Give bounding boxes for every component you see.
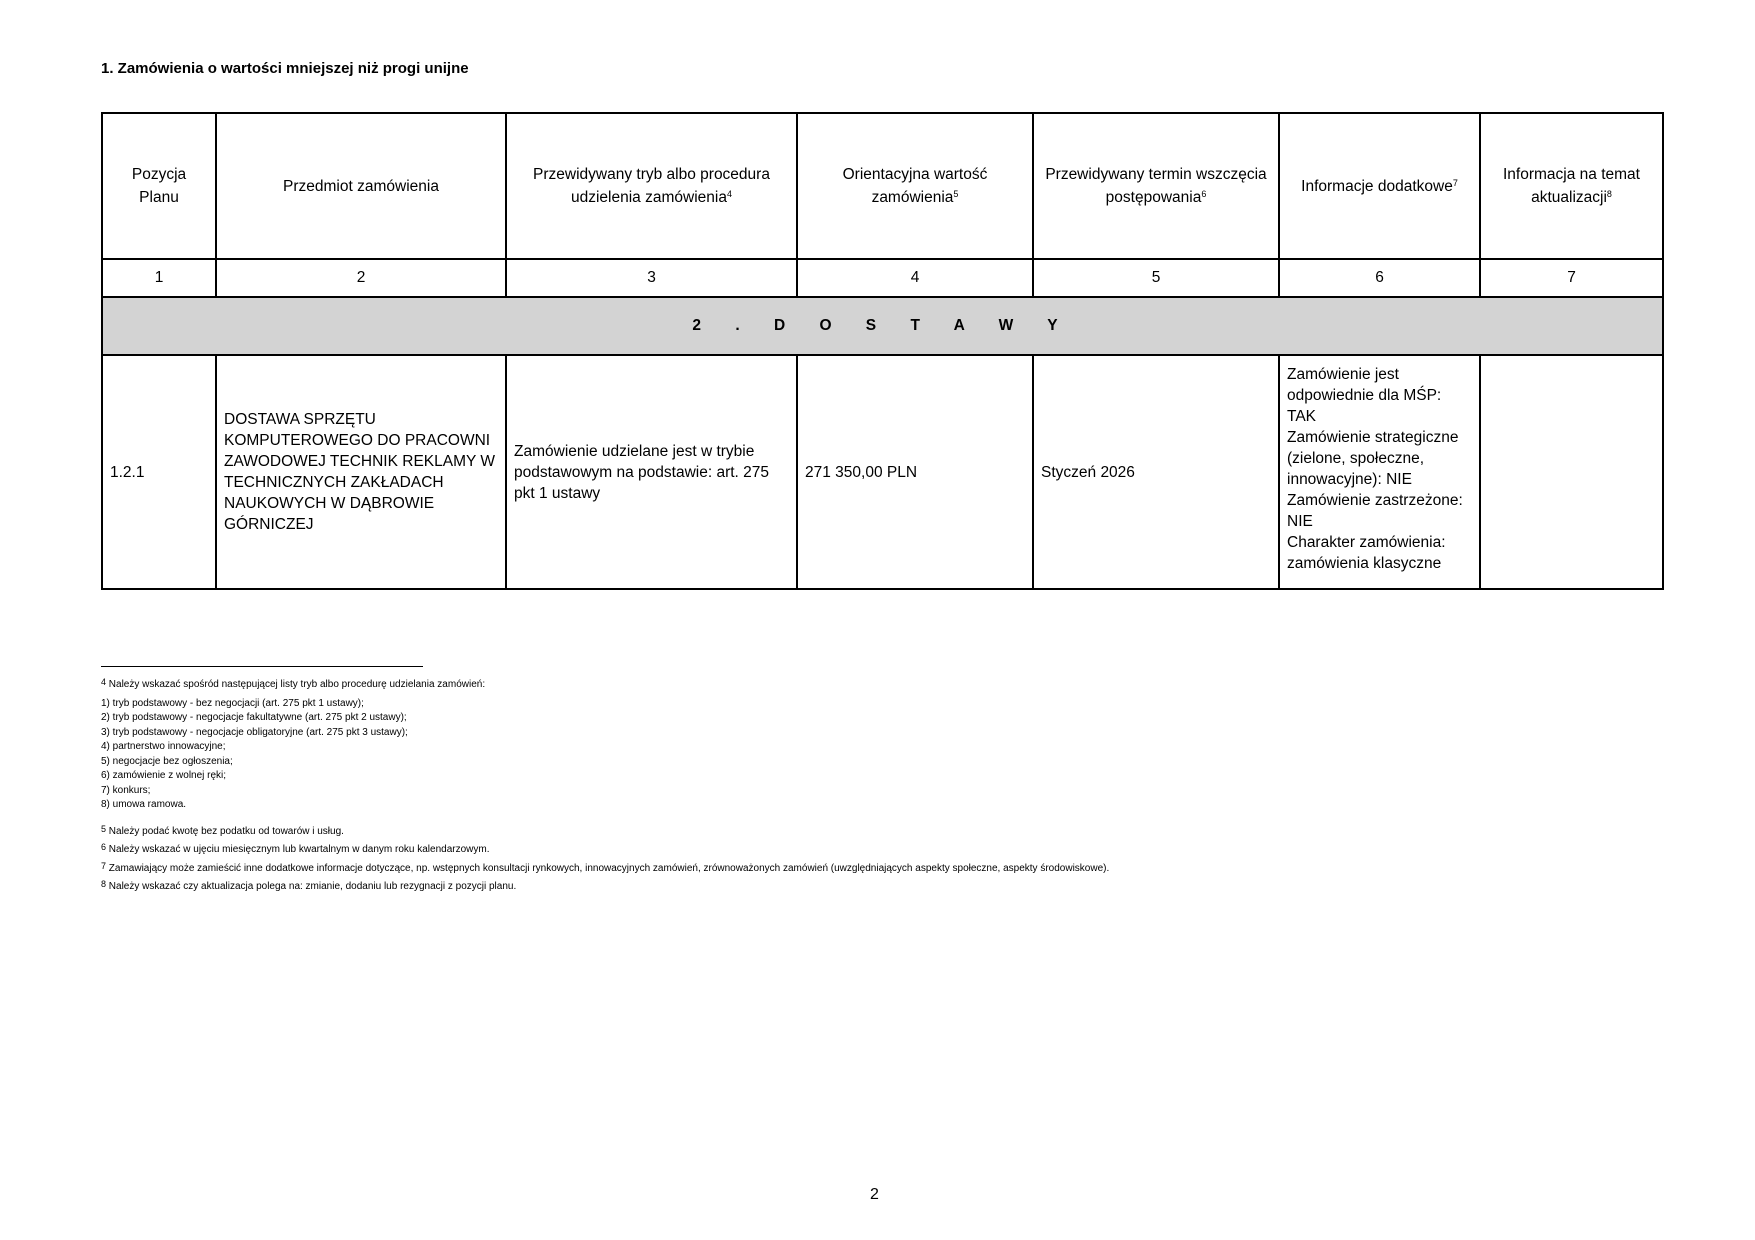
procurement-plan-table bbox=[101, 112, 1664, 590]
footnote-ref: 8 bbox=[1606, 189, 1612, 199]
header-procedure: Przewidywany tryb albo procedura udzielenia zamówienia$^4$ bbox=[506, 113, 797, 259]
footnote-7: $^7$ Zamawiający może zamieścić inne dodatkowe informacje dotyczące, np. wstępnych konsultacji rynkowych, innowacyjnych zamówień, zrównoważonych zamówień (uwzględniających aspekty społeczne, aspekty środowiskowe). bbox=[101, 860, 1110, 874]
header-update-info: Informacja na temat aktualizacji$^8$ bbox=[1480, 113, 1663, 259]
list-item: 2) tryb podstawowy - negocjacje fakultatywne (art. 275 pkt 2 ustawy); bbox=[101, 712, 407, 723]
list-item: 8) umowa ramowa. bbox=[101, 799, 187, 810]
header-value: Orientacyjna wartość zamówienia$^5$ bbox=[797, 113, 1033, 259]
footnote-6: $^6$ Należy wskazać w ujęciu miesięcznym lub kwartalnym w danym roku kalendarzowym. bbox=[101, 842, 490, 855]
list-item: 3) tryb podstawowy - negocjacje obligatoryjne (art. 275 pkt 3 ustawy); bbox=[101, 726, 408, 738]
footnote-4: $^4$ Należy wskazać spośród następującej listy tryb albo procedurę udzielania zamówień: bbox=[101, 677, 486, 690]
column-number: 4 bbox=[797, 259, 1033, 297]
group-label: 2 . D O S T A W Y bbox=[102, 297, 1663, 355]
list-item: 4) partnerstwo innowacyjne; bbox=[101, 741, 226, 752]
footnote-ref: 7 bbox=[1452, 177, 1458, 188]
header-position: Pozycja Planu bbox=[102, 113, 216, 259]
footnote-4-list bbox=[101, 697, 1109, 813]
footnote-divider bbox=[101, 666, 423, 667]
info-line: Charakter zamówienia: zamówienia klasyczne bbox=[1287, 534, 1446, 572]
column-number: 2 bbox=[216, 259, 506, 297]
column-number-row bbox=[102, 259, 1663, 297]
footnote-ref: 5 bbox=[953, 189, 959, 199]
cell-additional-info bbox=[1279, 355, 1480, 589]
list-item: 7) konkurs; bbox=[101, 784, 151, 796]
cell-position: 1.2.1 bbox=[102, 355, 216, 589]
footnote-ref: 4 bbox=[726, 189, 732, 199]
cell-value: 271 350,00 PLN bbox=[797, 355, 1033, 589]
header-start-date: Przewidywany termin wszczęcia postępowania$^6$ bbox=[1033, 113, 1279, 259]
list-item: 1) tryb podstawowy - bez negocjacji (art. 275 pkt 1 ustawy); bbox=[101, 697, 364, 709]
column-number: 3 bbox=[506, 259, 797, 297]
list-item: 5) negocjacje bez ogłoszenia; bbox=[101, 755, 233, 767]
cell-subject: DOSTAWA SPRZĘTU KOMPUTEROWEGO DO PRACOWNI ZAWODOWEJ TECHNIK REKLAMY W TECHNICZNYCH ZAKŁADACH NAUKOWYCH W DĄBROWIE GÓRNICZEJ bbox=[216, 355, 506, 589]
group-row bbox=[102, 297, 1663, 355]
column-number: 7 bbox=[1480, 259, 1663, 297]
header-subject: Przedmiot zamówienia bbox=[216, 113, 506, 259]
footnote-8: $^8$ Należy wskazać czy aktualizacja polega na: zmianie, dodaniu lub rezygnacji z pozycji planu. bbox=[101, 879, 517, 892]
footnotes bbox=[101, 678, 1109, 899]
info-line: Zamówienie zastrzeżone: NIE bbox=[1287, 492, 1463, 530]
header-additional-info: Informacje dodatkowe$^7$ bbox=[1279, 113, 1480, 259]
column-number: 1 bbox=[102, 259, 216, 297]
footnote-ref: 6 bbox=[1201, 189, 1207, 199]
cell-start-date: Styczeń 2026 bbox=[1033, 355, 1279, 589]
cell-procedure: Zamówienie udzielane jest w trybie podstawowym na podstawie: art. 275 pkt 1 ustawy bbox=[506, 355, 797, 589]
column-number: 5 bbox=[1033, 259, 1279, 297]
info-line: Zamówienie jest odpowiednie dla MŚP: TAK bbox=[1287, 366, 1442, 425]
page-number: 2 bbox=[870, 1186, 879, 1203]
table-row bbox=[102, 355, 1663, 589]
cell-update-info bbox=[1480, 355, 1663, 589]
footnote-5: $^5$ Należy podać kwotę bez podatku od towarów i usług. bbox=[101, 823, 344, 837]
section-title: 1. Zamówienia o wartości mniejszej niż progi unijne bbox=[101, 60, 469, 77]
info-line: Zamówienie strategiczne (zielone, społeczne, innowacyjne): NIE bbox=[1287, 429, 1459, 488]
column-number: 6 bbox=[1279, 259, 1480, 297]
header-row bbox=[102, 113, 1663, 259]
list-item: 6) zamówienie z wolnej ręki; bbox=[101, 770, 227, 781]
